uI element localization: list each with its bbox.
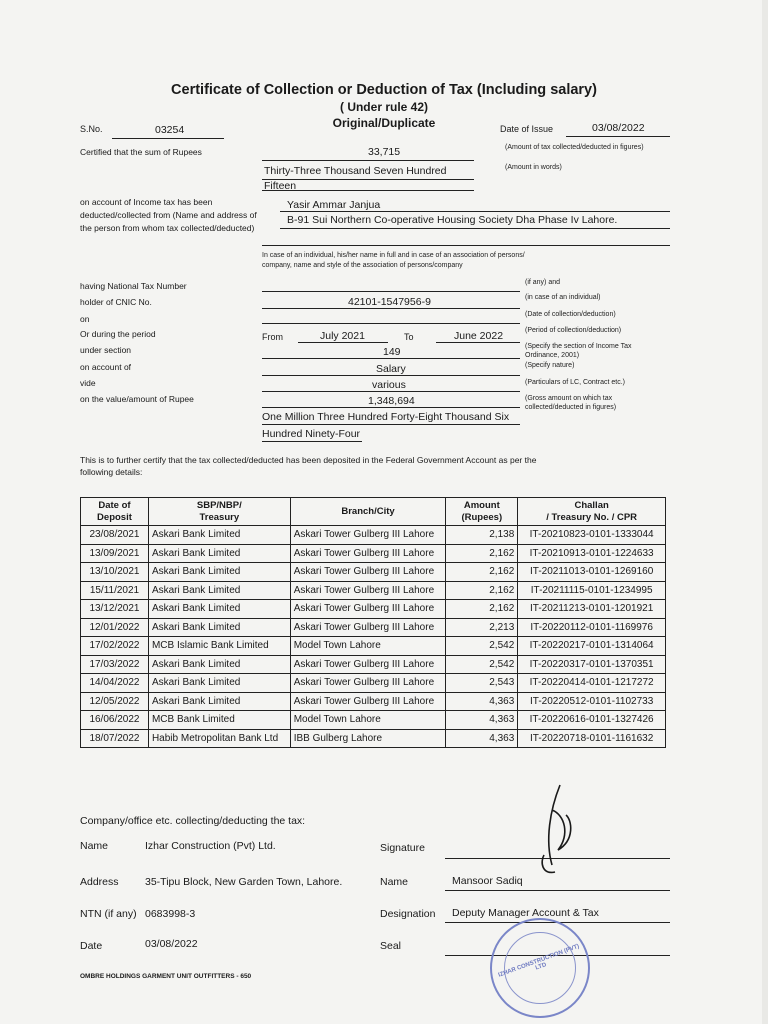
table-cell: 23/08/2021 [81,526,149,545]
table-row [81,544,666,563]
section-value: 149 [383,346,401,358]
designation-label: Designation [380,908,436,920]
rule-subtitle: ( Under rule 42) [339,100,429,114]
table-cell: Askari Bank Limited [148,581,290,600]
amount-note-2: collected/deducted in figures) [525,404,617,411]
table-cell: 2,542 [446,655,518,674]
table-cell: 18/07/2022 [81,729,149,748]
table-cell: 2,162 [446,600,518,619]
table-cell: IT-20220414-0101-1217272 [518,674,666,693]
cnic-label: holder of CNIC No. [80,297,152,307]
sum-words-line1: Thirty-Three Thousand Seven Hundred [264,165,447,177]
table-cell: Askari Tower Gulberg III Lahore [290,655,446,674]
table-cell: Askari Tower Gulberg III Lahore [290,674,446,693]
amount-value: 1,348,694 [368,395,415,407]
table-cell: Askari Bank Limited [148,692,290,711]
table-cell: Askari Bank Limited [148,600,290,619]
table-cell: 13/10/2021 [81,563,149,582]
on-note: (Date of collection/deduction) [525,311,616,318]
table-row [81,692,666,711]
payer-label-1: on account of Income tax has been [80,197,213,207]
certify-line2: following details: [80,467,143,477]
table-row [81,674,666,693]
table-cell: Model Town Lahore [290,637,446,656]
table-cell: IT-20220112-0101-1169976 [518,618,666,637]
header-text: Challan [574,499,609,511]
table-cell: 2,213 [446,618,518,637]
deposit-table [80,497,666,748]
period-from-label: From [262,332,283,342]
company-address-label: Address [80,876,119,888]
table-row [81,618,666,637]
header-text: Date of [98,499,131,511]
header-text: SBP/NBP/ [196,499,242,511]
payer-label-2: deducted/collected from (Name and address of [80,210,257,220]
table-cell: Askari Tower Gulberg III Lahore [290,618,446,637]
table-cell: IT-20220217-0101-1314064 [518,637,666,656]
printer-footer: OMBRE HOLDINGS GARMENT UNIT OUTFITTERS - 650 [80,973,252,980]
signatory-name-value: Mansoor Sadiq [452,875,523,887]
table-cell: IT-20220718-0101-1161632 [518,729,666,748]
table-cell: 2,138 [446,526,518,545]
table-row [81,711,666,730]
vide-label: vide [80,378,96,388]
signature-label: Signature [380,842,425,854]
table-cell: 14/04/2022 [81,674,149,693]
table-cell: 2,543 [446,674,518,693]
copy-type: Original/Duplicate [332,116,436,130]
sum-figures-note: (Amount of tax collected/deducted in figures) [505,144,644,151]
table-cell: IT-20220616-0101-1327426 [518,711,666,730]
table-cell: IT-20211115-0101-1234995 [518,581,666,600]
table-cell: IT-20220512-0101-1102733 [518,692,666,711]
section-label: under section [80,345,132,355]
table-cell: IT-20210823-0101-1333044 [518,526,666,545]
table-cell: 4,363 [446,711,518,730]
table-cell: 12/01/2022 [81,618,149,637]
sum-label: Certified that the sum of Rupees [80,147,202,157]
header-text: Treasury [199,511,240,523]
header-date [81,498,149,526]
table-cell: 4,363 [446,729,518,748]
header-bank [148,498,290,526]
table-cell: 12/05/2022 [81,692,149,711]
company-date-value: 03/08/2022 [145,938,198,950]
payer-address: B-91 Sui Northern Co-operative Housing Society Dha Phase Iv Lahore. [287,214,618,226]
signatory-name-label: Name [380,876,409,888]
table-cell: Askari Bank Limited [148,618,290,637]
table-header-row [81,498,666,526]
table-row [81,729,666,748]
section-note-1: (Specify the section of Income Tax [525,343,632,350]
company-address-value: 35-Tipu Block, New Garden Town, Lahore. [145,876,343,888]
table-cell: MCB Islamic Bank Limited [148,637,290,656]
ntn-note: (if any) and [525,279,561,286]
on-label: on [80,314,90,324]
table-cell: Askari Bank Limited [148,655,290,674]
table-cell: 4,363 [446,692,518,711]
table-cell: IT-20210913-0101-1224633 [518,544,666,563]
sum-figures: 33,715 [368,146,401,158]
table-row [81,526,666,545]
account-value: Salary [376,363,406,375]
amount-label: on the value/amount of Rupee [80,394,194,404]
account-label: on account of [80,362,132,372]
table-cell: 17/03/2022 [81,655,149,674]
table-cell: 13/09/2021 [81,544,149,563]
sum-words-line2: Fifteen [264,180,297,192]
table-row [81,563,666,582]
table-cell: IBB Gulberg Lahore [290,729,446,748]
cnic-note: (in case of an individual) [525,294,601,301]
payer-note-2: company, name and style of the association of persons/company [262,262,463,269]
designation-value: Deputy Manager Account & Tax [452,907,599,919]
table-cell: Askari Tower Gulberg III Lahore [290,544,446,563]
table-cell: 2,162 [446,563,518,582]
table-cell: Askari Tower Gulberg III Lahore [290,600,446,619]
amount-words-line2: Hundred Ninety-Four [262,428,361,440]
company-ntn-value: 0683998-3 [145,908,196,920]
company-date-label: Date [80,940,103,952]
table-cell: Askari Bank Limited [148,544,290,563]
table-cell: 2,542 [446,637,518,656]
table-cell: Model Town Lahore [290,711,446,730]
table-cell: Askari Tower Gulberg III Lahore [290,692,446,711]
period-to-label: To [404,332,414,342]
company-name-label: Name [80,840,109,852]
vide-value: various [372,379,406,391]
table-cell: IT-20211213-0101-1201921 [518,600,666,619]
header-challan [518,498,666,526]
table-row [81,600,666,619]
header-branch: Branch/City [290,498,446,526]
table-cell: 15/11/2021 [81,581,149,600]
vide-note: (Particulars of LC, Contract etc.) [525,379,625,386]
payer-name: Yasir Ammar Janjua [287,199,381,211]
section-note-2: Ordinance, 2001) [525,352,580,359]
table-cell: Askari Bank Limited [148,526,290,545]
table-row [81,655,666,674]
period-note: (Period of collection/deduction) [525,327,622,334]
table-row [81,581,666,600]
company-seal-stamp [490,918,590,1018]
table-cell: IT-20211013-0101-1269160 [518,563,666,582]
payer-note-1: In case of an individual, his/her name in full and in case of an association of persons/ [262,252,525,259]
stamp-text: IZHAR CONSTRUCTION (PVT) LTD [497,943,581,979]
account-note: (Specify nature) [525,362,575,369]
certify-line1: This is to further certify that the tax collected/deducted has been deposited in the Federal Government Account as per the [80,455,537,465]
header-amount [446,498,518,526]
company-ntn-label: NTN (if any) [80,908,137,920]
table-cell: 17/02/2022 [81,637,149,656]
sno-value: 03254 [155,124,185,136]
company-heading: Company/office etc. collecting/deducting the tax: [80,815,306,827]
table-cell: Askari Tower Gulberg III Lahore [290,526,446,545]
header-text: (Rupees) [461,511,503,523]
table-cell: Askari Bank Limited [148,563,290,582]
period-from-value: July 2021 [320,330,365,342]
table-cell: MCB Bank Limited [148,711,290,730]
table-cell: IT-20220317-0101-1370351 [518,655,666,674]
issue-date-label: Date of Issue [500,124,554,134]
ntn-label: having National Tax Number [80,281,187,291]
seal-label: Seal [380,940,402,952]
table-cell: 13/12/2021 [81,600,149,619]
certificate-title: Certificate of Collection or Deduction of Tax (Including salary) [171,82,597,98]
table-cell: 16/06/2022 [81,711,149,730]
sum-words-note: (Amount in words) [505,164,562,171]
table-cell: 2,162 [446,544,518,563]
header-text: Amount [463,499,500,511]
table-cell: Askari Tower Gulberg III Lahore [290,563,446,582]
company-name-value: Izhar Construction (Pvt) Ltd. [145,840,276,852]
sno-label: S.No. [80,124,103,134]
table-row [81,637,666,656]
issue-date-value: 03/08/2022 [592,122,645,134]
page-edge [762,0,768,1024]
table-cell: Askari Tower Gulberg III Lahore [290,581,446,600]
amount-words-line1: One Million Three Hundred Forty-Eight Thousand Six [262,411,510,423]
table-cell: Habib Metropolitan Bank Ltd [148,729,290,748]
header-text: Deposit [97,511,132,523]
payer-label-3: the person from whom tax collected/deducted) [80,223,255,233]
amount-note-1: (Gross amount on which tax [525,395,613,402]
period-label: Or during the period [80,329,156,339]
cnic-value: 42101-1547956-9 [348,296,431,308]
period-to-value: June 2022 [454,330,504,342]
table-cell: Askari Bank Limited [148,674,290,693]
handwritten-signature [530,780,590,880]
header-text: / Treasury No. / CPR [546,511,638,523]
table-cell: 2,162 [446,581,518,600]
